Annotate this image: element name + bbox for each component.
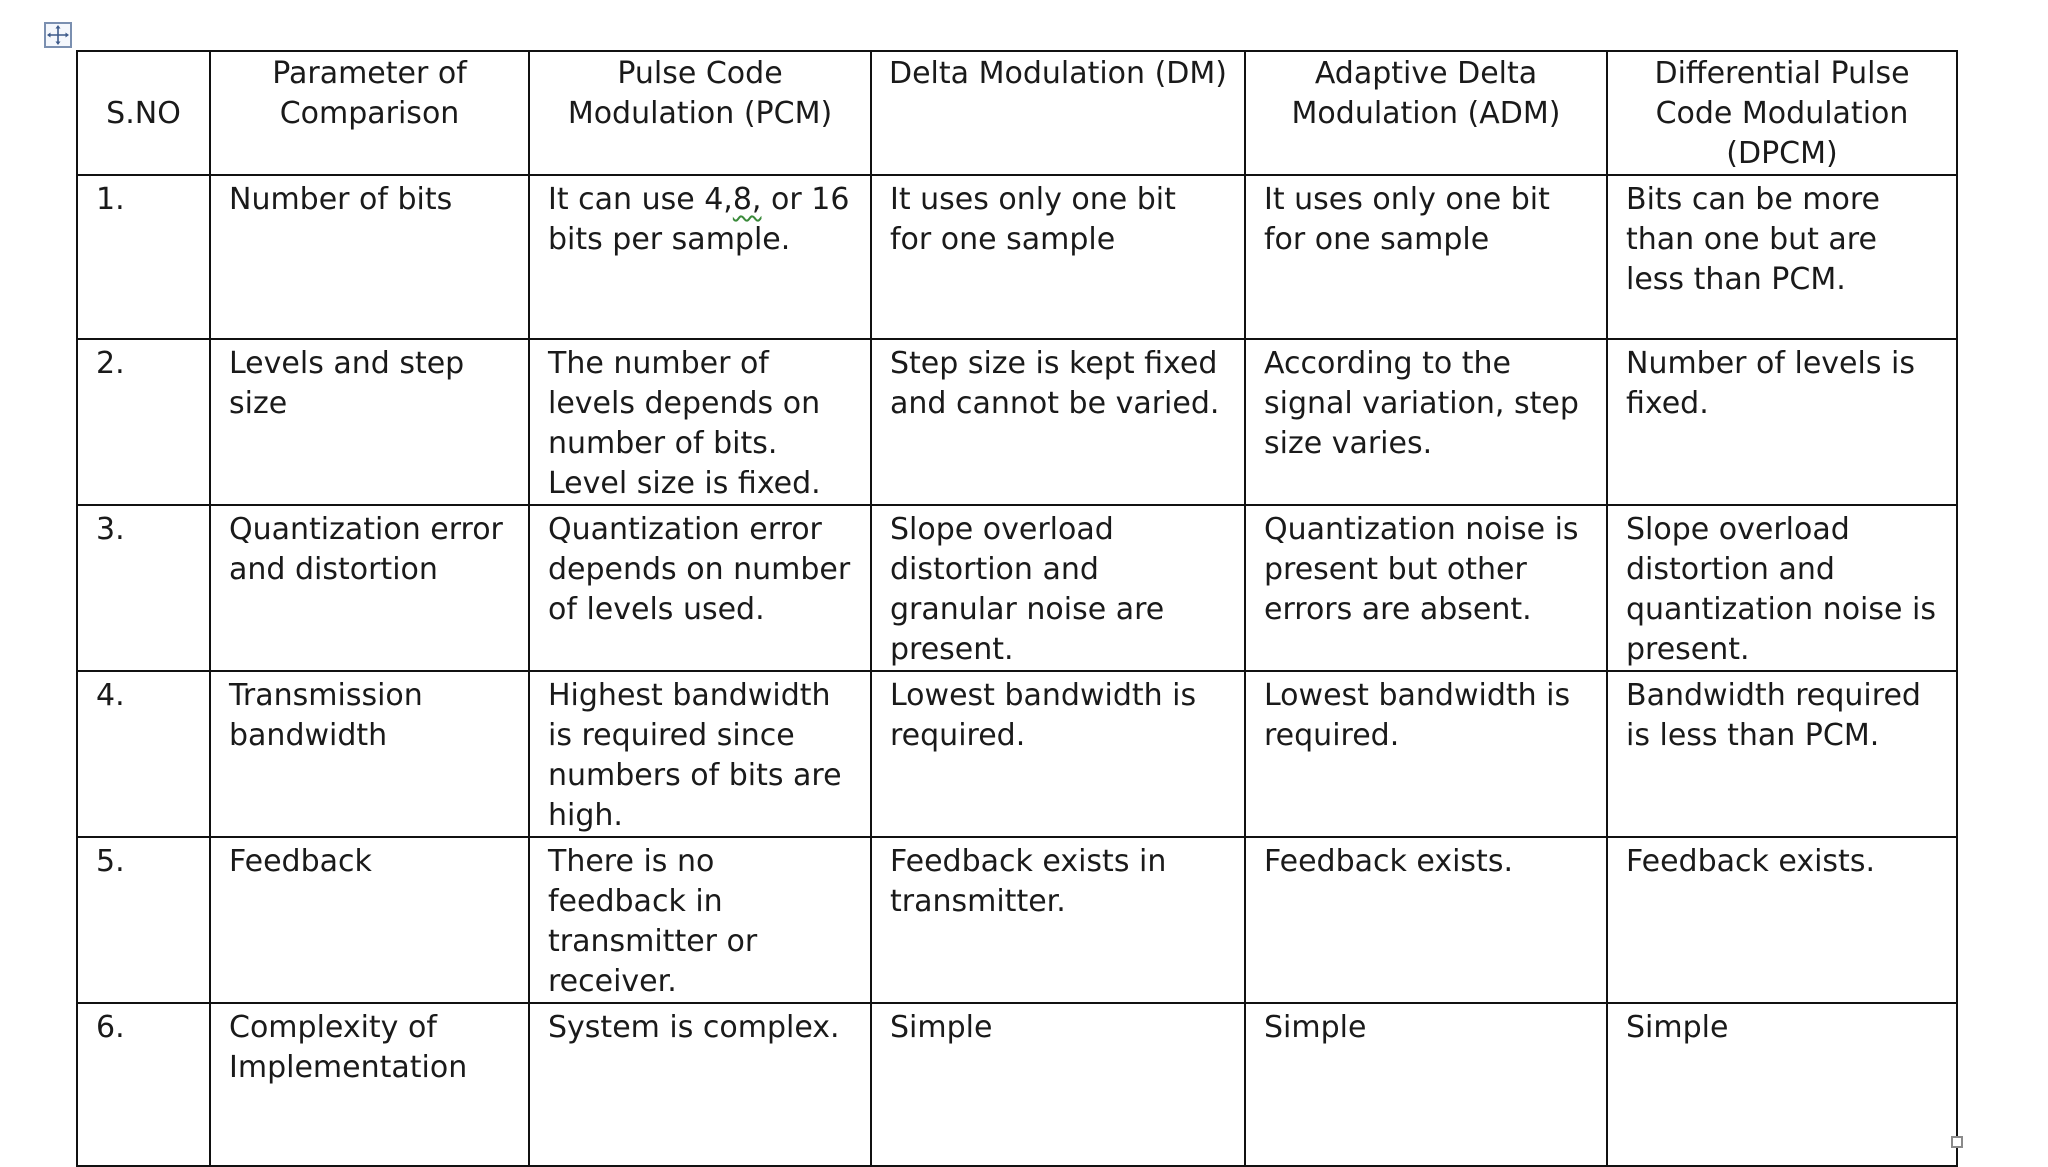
cell-pcm[interactable]	[529, 175, 871, 339]
cell-dpcm[interactable]: Slope overload distortion and quantization noise is present.	[1607, 505, 1957, 671]
cell-parameter[interactable]: Complexity of Implementation	[210, 1003, 529, 1166]
cell-pcm[interactable]: System is complex.	[529, 1003, 871, 1166]
cell-dm[interactable]: Feedback exists in transmitter.	[871, 837, 1245, 1003]
table-row	[77, 175, 1957, 339]
spellcheck-flagged-text: 8,	[732, 182, 762, 217]
cell-adm[interactable]: According to the signal variation, step size varies.	[1245, 339, 1607, 505]
cell-pcm[interactable]: The number of levels depends on number of bits. Level size is fixed.	[529, 339, 871, 505]
table-header-row	[77, 51, 1957, 175]
table-row	[77, 1003, 1957, 1166]
cell-pcm[interactable]: There is no feedback in transmitter or receiver.	[529, 837, 871, 1003]
cell-dpcm[interactable]: Bits can be more than one but are less than PCM.	[1607, 175, 1957, 339]
header-pcm[interactable]: Pulse Code Modulation (PCM)	[529, 51, 871, 175]
cell-pcm[interactable]: Highest bandwidth is required since numbers of bits are high.	[529, 671, 871, 837]
cell-adm[interactable]: Quantization noise is present but other errors are absent.	[1245, 505, 1607, 671]
cell-sno[interactable]: 1.	[77, 175, 210, 339]
cell-pcm-text-start: It can use 4,	[548, 182, 733, 217]
cell-sno[interactable]: 5.	[77, 837, 210, 1003]
cell-adm[interactable]: It uses only one bit for one sample	[1245, 175, 1607, 339]
table-row	[77, 339, 1957, 505]
cell-parameter[interactable]: Number of bits	[210, 175, 529, 339]
cell-dpcm[interactable]: Feedback exists.	[1607, 837, 1957, 1003]
cell-sno[interactable]: 6.	[77, 1003, 210, 1166]
comparison-table	[76, 50, 1958, 1167]
cell-dpcm[interactable]: Number of levels is fixed.	[1607, 339, 1957, 505]
cell-dpcm[interactable]: Simple	[1607, 1003, 1957, 1166]
header-parameter[interactable]: Parameter of Comparison	[210, 51, 529, 175]
cell-parameter[interactable]: Feedback	[210, 837, 529, 1003]
table-row	[77, 505, 1957, 671]
cell-pcm[interactable]: Quantization error depends on number of levels used.	[529, 505, 871, 671]
header-sno[interactable]: S.NO	[77, 51, 210, 175]
cell-pcm-text-end: or 16 bits per sample.	[548, 182, 850, 257]
cell-parameter[interactable]: Transmission bandwidth	[210, 671, 529, 837]
header-dpcm[interactable]: Differential Pulse Code Modulation (DPCM)	[1607, 51, 1957, 175]
cell-adm[interactable]: Lowest bandwidth is required.	[1245, 671, 1607, 837]
cell-sno[interactable]: 3.	[77, 505, 210, 671]
cell-adm[interactable]: Feedback exists.	[1245, 837, 1607, 1003]
cell-sno[interactable]: 2.	[77, 339, 210, 505]
cell-sno[interactable]: 4.	[77, 671, 210, 837]
cell-parameter[interactable]: Quantization error and distortion	[210, 505, 529, 671]
cell-dm[interactable]: Lowest bandwidth is required.	[871, 671, 1245, 837]
header-adm[interactable]: Adaptive Delta Modulation (ADM)	[1245, 51, 1607, 175]
table-resize-handle-icon[interactable]	[1951, 1136, 1963, 1148]
table-row	[77, 671, 1957, 837]
cell-dm[interactable]: Step size is kept fixed and cannot be varied.	[871, 339, 1245, 505]
cell-dm[interactable]: It uses only one bit for one sample	[871, 175, 1245, 339]
cell-adm[interactable]: Simple	[1245, 1003, 1607, 1166]
table-move-handle-icon[interactable]	[44, 22, 72, 48]
header-dm[interactable]: Delta Modulation (DM)	[871, 51, 1245, 175]
cell-parameter[interactable]: Levels and step size	[210, 339, 529, 505]
cell-dm[interactable]: Simple	[871, 1003, 1245, 1166]
cell-dpcm[interactable]: Bandwidth required is less than PCM.	[1607, 671, 1957, 837]
cell-dm[interactable]: Slope overload distortion and granular noise are present.	[871, 505, 1245, 671]
table-row	[77, 837, 1957, 1003]
